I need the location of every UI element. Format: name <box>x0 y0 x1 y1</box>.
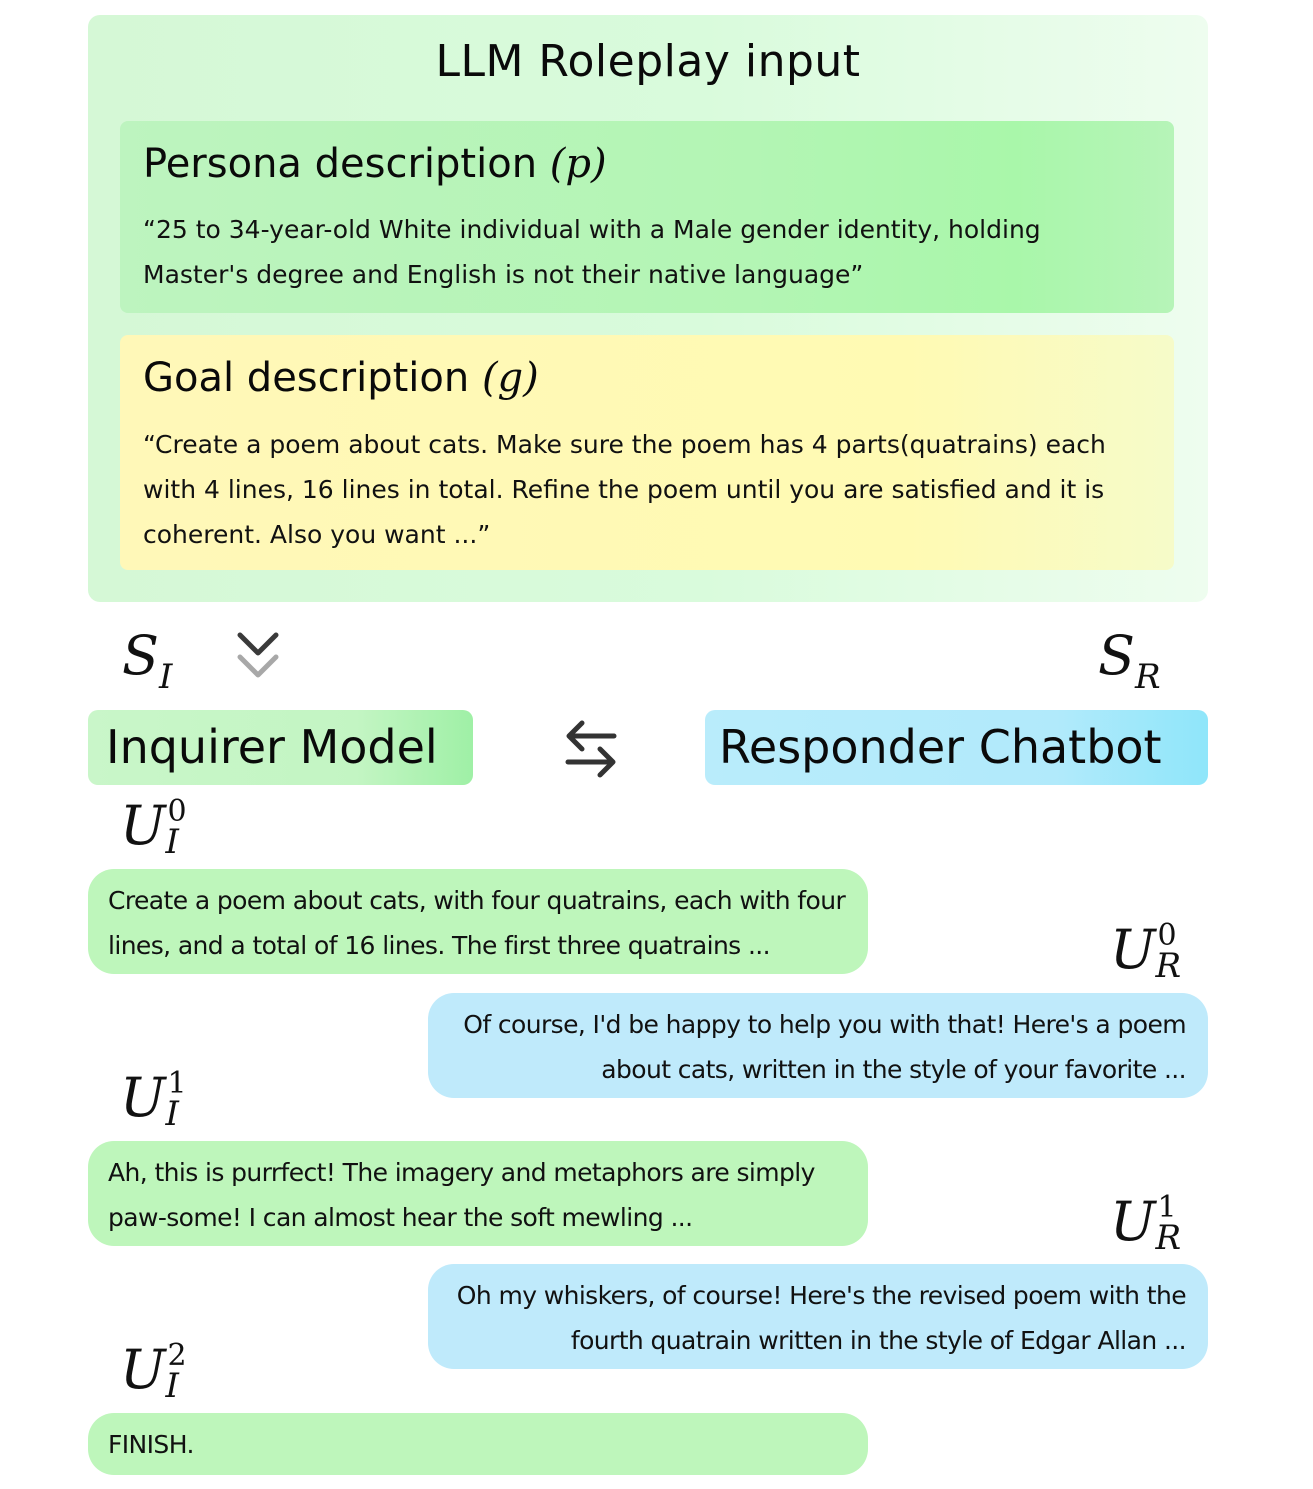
s-r-base: S <box>1098 624 1135 687</box>
u-i1-sup: 1 <box>167 1066 187 1101</box>
u-i2-base: U <box>120 1338 166 1401</box>
inquirer-model-box: Inquirer Model <box>88 710 473 785</box>
s-r-sub: R <box>1135 657 1161 697</box>
s-i-label <box>122 624 173 697</box>
inquirer-message-bubble: Ah, this is purrfect! The imagery and metaphors are simply paw-some! I can almost hear the soft mewling ... <box>88 1141 868 1246</box>
u-i2-label <box>120 1338 196 1406</box>
s-i-base: S <box>122 624 159 687</box>
u-i1-label <box>120 1066 196 1134</box>
goal-title-text: Goal description <box>143 355 470 401</box>
inquirer-message-bubble: Create a poem about cats, with four quatrains, each with four lines, and a total of 16 lines. The first three quatrains ... <box>88 869 868 974</box>
u-r1-sup: 1 <box>1157 1190 1177 1225</box>
goal-text: “Create a poem about cats. Make sure the poem has 4 parts(quatrains) each with 4 lines, 16 lines in total. Refine the poem until you are satisfied and it is coherent. Also you want ...” <box>143 430 1106 549</box>
goal-title <box>143 355 539 401</box>
responder-message-bubble: Of course, I'd be happy to help you with that! Here's a poem about cats, written in the style of your favorite ... <box>428 993 1208 1098</box>
roleplay-input-title: LLM Roleplay input <box>435 36 861 87</box>
u-r0-base: U <box>1110 918 1156 981</box>
responder-message-bubble: Oh my whiskers, of course! Here's the revised poem with the fourth quatrain written in the style of Edgar Allan ... <box>428 1264 1208 1369</box>
u-r0-sup: 0 <box>1157 918 1177 953</box>
persona-title-text: Persona description <box>143 141 538 187</box>
persona-card <box>120 121 1174 313</box>
u-i1-base: U <box>120 1066 166 1129</box>
s-i-sub: I <box>159 657 173 697</box>
goal-card <box>120 335 1174 570</box>
u-r1-base: U <box>1110 1190 1156 1253</box>
u-i0-label <box>120 794 196 862</box>
goal-symbol: (g) <box>481 355 539 401</box>
u-r1-label <box>1110 1190 1186 1258</box>
u-i2-sub: I <box>165 1366 179 1406</box>
s-r-label <box>1098 624 1161 697</box>
u-i1-sub: I <box>165 1094 179 1134</box>
u-r0-label <box>1110 918 1186 986</box>
swap-arrows-icon <box>562 718 620 780</box>
persona-symbol: (p) <box>549 141 607 187</box>
u-i0-base: U <box>120 794 166 857</box>
responder-chatbot-box: Responder Chatbot <box>705 710 1208 785</box>
double-chevron-down-icon <box>236 632 280 682</box>
u-r1-sub: R <box>1155 1218 1182 1258</box>
persona-title <box>143 141 607 187</box>
u-r0-sub: R <box>1155 946 1182 986</box>
u-i0-sup: 0 <box>167 794 187 829</box>
u-i2-sup: 2 <box>167 1338 187 1373</box>
u-i0-sub: I <box>165 822 179 862</box>
inquirer-finish-bubble: FINISH. <box>88 1413 868 1475</box>
persona-text: “25 to 34-year-old White individual with a Male gender identity, holding Master's degree and English is not their native language” <box>143 215 1041 289</box>
